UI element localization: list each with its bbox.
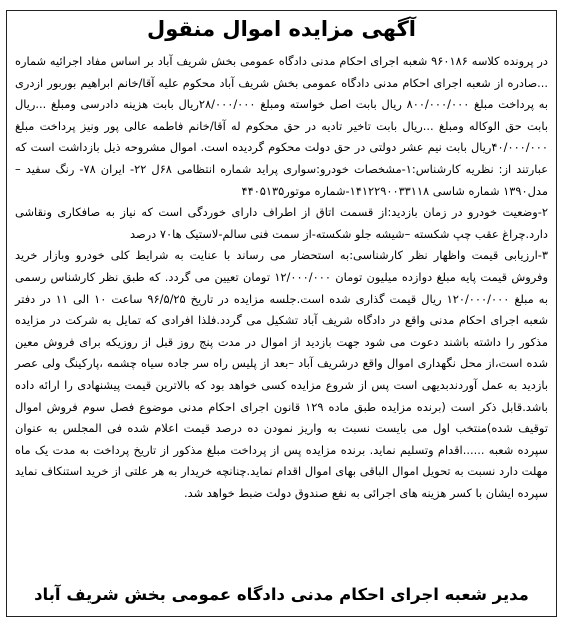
notice-signature: مدیر شعبه اجرای احکام مدنی دادگاه عمومی بخش شریف آباد: [34, 585, 529, 604]
notice-title: آگهی مزایده اموال منقول: [147, 17, 416, 41]
notice-paragraph-valuation: ۳-ارزیابی قیمت واظهار نظر کارشناسی:به استحضار می رساند با عنایت به شرایط کلی خودرو وبازار خرید وفروش قیمت پایه مبلغ دوازده میلیون تومان ۱۲/۰۰۰/۰۰۰ تومان تعیین می گردد. که طبق نظر کارشناس رسمی به مبلغ ۱۲۰/۰۰۰/۰۰۰ ریال قیمت گذاری شده است.جلسه مزایده در تاریخ ۹۶/۵/۲۵ ساعت ۱۰ الی ۱۱ در دفتر شعبه اجرای احکام مدنی واقع در دادگاه شریف آباد تشکیل می گردد.فلذا افرادی که تمایل به شرکت در مزایده مذکور را داشته باشند دعوت می شود جهت بازدید از اموال در مدت پنج روز قبل از روزیکه برای فروش معین شده است،از محل نگهداری اموال واقع درشریف آباد –بعد از پلیس راه سر جاده سیاه چشمه ،پارکینگ ولی عصر بازدید به عمل آوردندبدیهی است پس از شروع مزایده کسی خواهد بود که بالاترین قیمت پیشنهادی را ارائه داده باشد.قابل ذکر است (برنده مزایده طبق ماده ۱۲۹ قانون اجرای احکام مدنی موضوع فصل سوم فروش اموال توقیف شده)منتخب اول می بایست نسبت به واریز نمودن ده درصد قیمت اعلام شده فی المجلس به عنوان سپرده شعبه ......اقدام وتسلیم نماید. برنده مزایده پس از پرداخت مبلغ مذکور از تاریخ پرداخت به مدت یک ماه مهلت دارد نسبت به تحویل اموال الباقی بهای اموال اقدام نماید.چنانچه خریدار به هر علتی از خرید استنکاف نماید سپرده ایشان با کسر هزینه های اجرائی به نفع صندوق دولت ضبط خواهد شد.: [15, 248, 548, 500]
notice-body: [15, 51, 548, 504]
notice-frame: [6, 10, 557, 617]
notice-paragraph-intro: در پرونده کلاسه ۹۶۰۱۸۶ شعبه اجرای احکام مدنی دادگاه عمومی بخش شریف آباد بر اساس مفاد اجرائیه شماره ...صادره از شعبه اجرای احکام مدنی دادگاه عمومی بخش شریف آباد محکوم علیه آقا/خانم ابراهیم بوربور ازدری به پرداخت مبلغ ۸۰۰/۰۰۰/۰۰۰ ریال بابت اصل خواسته ومبلغ ۲۸/۰۰۰/۰۰۰ریال بابت هزینه دادرسی ومبلغ ...ریال بابت حق الوکاله ومبلغ ...ریال بابت تاخیر تادیه در حق محکوم له آقا/خانم فاطمه عالی پور ونیز پرداخت مبلغ ۴۰/۰۰۰/۰۰۰ریال بابت نیم عشر دولتی در حق دولت محکوم گردیده است. اموال مشروحه ذیل بازداشت است که عبارتند از: نظریه کارشناس:۱-مشخصات خودرو:سواری پراید شماره انتظامی ۶۸ل ۲۲- ایران ۷۸- رنگ سفید –مدل۱۳۹۰ شماره شاسی ۱۴۱۲۲۹۰۰۳۳۱۱۸-شماره موتور۴۴۰۵۱۳۵: [15, 54, 549, 198]
notice-paragraph-vehicle-condition: ۲-وضعیت خودرو در زمان بازدید:از قسمت اتاق از اطراف دارای خوردگی است که نیاز به صافکاری ونقاشی دارد.چراغ عقب چپ شکسته –شیشه جلو شکسته-از سمت فنی سالم-لاستیک ها۷۰ درصد: [15, 205, 548, 241]
